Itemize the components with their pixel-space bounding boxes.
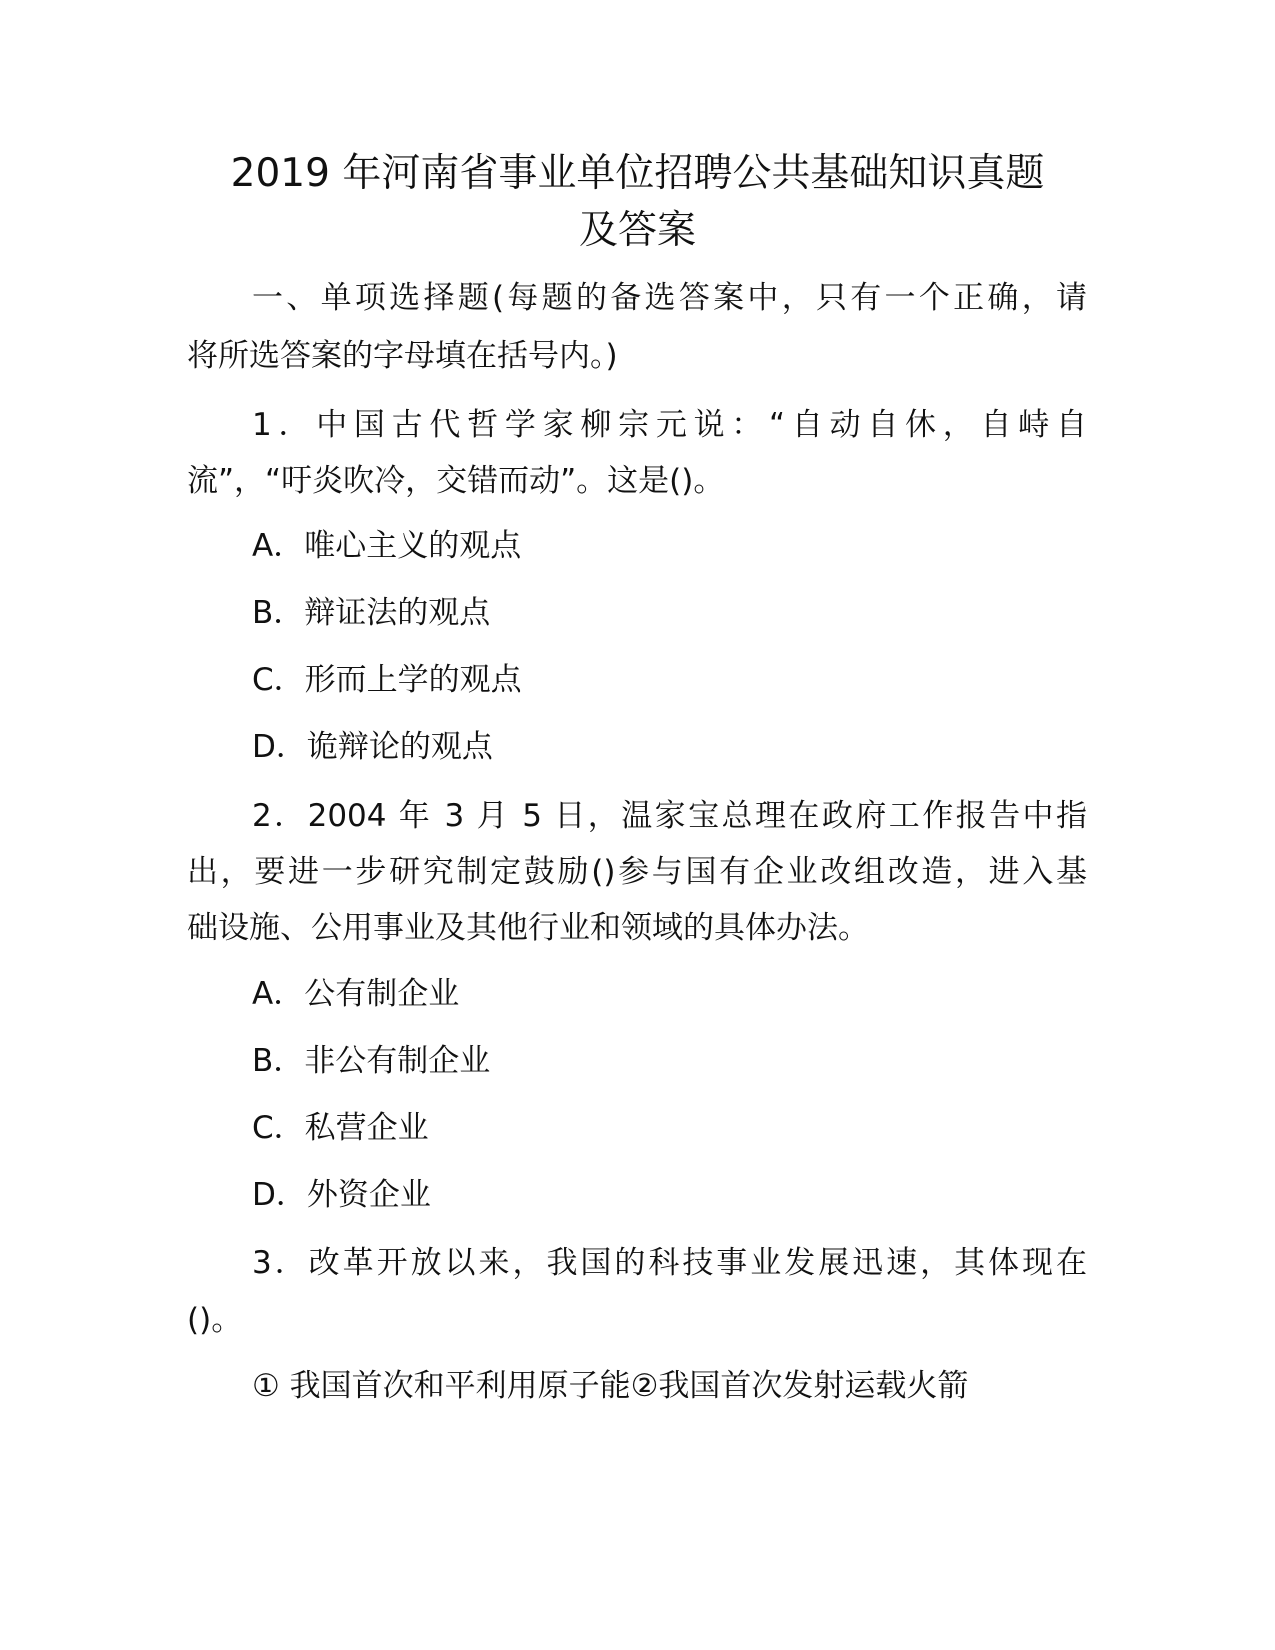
question-1-line-2: 流”，“吁炎吹冷，交错而动”。这是()。: [187, 463, 725, 499]
question-1-option-c: C．形而上学的观点: [252, 662, 522, 698]
question-1-option-a: A．唯心主义的观点: [252, 528, 522, 564]
question-3-line-2: ()。: [187, 1302, 243, 1338]
document-title-line-2: 及答案: [578, 208, 696, 253]
question-1-option-b: B．辩证法的观点: [252, 595, 491, 631]
section-heading-line-1: 一、单项选择题(每题的备选答案中，只有一个正确，请: [252, 280, 1087, 316]
question-2-option-b: B．非公有制企业: [252, 1043, 491, 1079]
section-heading-line-2: 将所选答案的字母填在括号内。): [187, 338, 618, 374]
document-title-line-1: 2019 年河南省事业单位招聘公共基础知识真题: [230, 151, 1045, 196]
question-2-option-d: D．外资企业: [252, 1177, 431, 1213]
question-2-option-a: A．公有制企业: [252, 976, 460, 1012]
question-2-line-3: 础设施、公用事业及其他行业和领域的具体办法。: [187, 910, 869, 946]
question-1-option-d: D．诡辩论的观点: [252, 729, 493, 765]
question-3-items-line: ① 我国首次和平利用原子能②我国首次发射运载火箭: [252, 1368, 969, 1404]
question-2-option-c: C．私营企业: [252, 1110, 429, 1146]
question-1-line-1: 1．中国古代哲学家柳宗元说：“自动自休，自峙自: [252, 407, 1087, 443]
question-3-line-1: 3．改革开放以来，我国的科技事业发展迅速，其体现在: [252, 1245, 1087, 1281]
question-2-line-1: 2．2004 年 3 月 5 日，温家宝总理在政府工作报告中指: [252, 798, 1087, 834]
question-2-line-2: 出，要进一步研究制定鼓励()参与国有企业改组改造，进入基: [187, 854, 1087, 890]
